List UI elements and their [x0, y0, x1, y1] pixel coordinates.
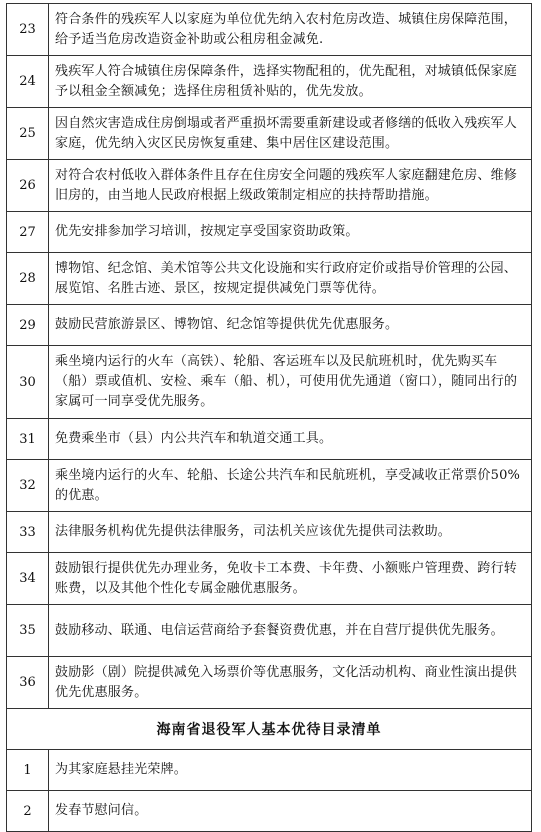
row-text: 鼓励移动、联通、电信运营商给予套餐资费优惠，并在自营厅提供优先服务。	[49, 605, 532, 657]
row-number: 25	[7, 108, 49, 160]
row-text: 鼓励民营旅游景区、博物馆、纪念馆等提供优先优惠服务。	[49, 305, 532, 346]
row-text: 乘坐境内运行的火车（高铁）、轮船、客运班车以及民航班机时，优先购买车（船）票或值机、安检、乘车（船、机），可使用优先通道（窗口），随同出行的家属可一同享受优先服务。	[49, 346, 532, 419]
row-number: 36	[7, 657, 49, 709]
row-number: 29	[7, 305, 49, 346]
benefits-document	[6, 3, 532, 832]
table-row	[7, 553, 532, 605]
table-row	[7, 253, 532, 305]
row-number: 28	[7, 253, 49, 305]
row-text: 博物馆、纪念馆、美术馆等公共文化设施和实行政府定价或指导价管理的公园、展览馆、名胜古迹、景区，按规定提供减免门票等优待。	[49, 253, 532, 305]
row-text: 鼓励银行提供优先办理业务，免收卡工本费、卡年费、小额账户管理费、跨行转账费，以及其他个性化专属金融优惠服务。	[49, 553, 532, 605]
row-number: 27	[7, 212, 49, 253]
row-text: 为其家庭悬挂光荣牌。	[49, 750, 532, 791]
row-number: 34	[7, 553, 49, 605]
table-row	[7, 791, 532, 832]
table-row	[7, 212, 532, 253]
row-number: 32	[7, 460, 49, 512]
row-number: 35	[7, 605, 49, 657]
table-row	[7, 460, 532, 512]
table-row	[7, 750, 532, 791]
row-number: 30	[7, 346, 49, 419]
row-text: 对符合农村低收入群体条件且存在住房安全问题的残疾军人家庭翻建危房、维修旧房的，由当地人民政府根据上级政策制定相应的扶持帮助措施。	[49, 160, 532, 212]
row-text: 发春节慰问信。	[49, 791, 532, 832]
table-row	[7, 160, 532, 212]
row-text: 符合条件的残疾军人以家庭为单位优先纳入农村危房改造、城镇住房保障范围，给予适当危房改造资金补助或公租房租金减免.	[49, 4, 532, 56]
benefits-table	[6, 3, 532, 832]
table-row	[7, 657, 532, 709]
section-title: 海南省退役军人基本优待目录清单	[7, 709, 532, 750]
row-text: 因自然灾害造成住房倒塌或者严重损坏需要重新建设或者修缮的低收入残疾军人家庭，优先纳入灾区民房恢复重建、集中居住区建设范围。	[49, 108, 532, 160]
row-number: 23	[7, 4, 49, 56]
row-number: 33	[7, 512, 49, 553]
row-number: 26	[7, 160, 49, 212]
row-number: 2	[7, 791, 49, 832]
table-row	[7, 56, 532, 108]
table-row	[7, 419, 532, 460]
table-row	[7, 605, 532, 657]
section-heading-row	[7, 709, 532, 750]
table-row	[7, 305, 532, 346]
row-text: 鼓励影（剧）院提供减免入场票价等优惠服务，文化活动机构、商业性演出提供优先优惠服务。	[49, 657, 532, 709]
row-number: 24	[7, 56, 49, 108]
row-text: 优先安排参加学习培训，按规定享受国家资助政策。	[49, 212, 532, 253]
row-number: 1	[7, 750, 49, 791]
row-text: 免费乘坐市（县）内公共汽车和轨道交通工具。	[49, 419, 532, 460]
table-row	[7, 108, 532, 160]
table-row	[7, 4, 532, 56]
table-row	[7, 512, 532, 553]
row-text: 残疾军人符合城镇住房保障条件，选择实物配租的，优先配租，对城镇低保家庭予以租金全额减免；选择住房租赁补贴的，优先发放。	[49, 56, 532, 108]
row-number: 31	[7, 419, 49, 460]
table-row	[7, 346, 532, 419]
row-text: 法律服务机构优先提供法律服务，司法机关应该优先提供司法救助。	[49, 512, 532, 553]
row-text: 乘坐境内运行的火车、轮船、长途公共汽车和民航班机，享受减收正常票价50%的优惠。	[49, 460, 532, 512]
